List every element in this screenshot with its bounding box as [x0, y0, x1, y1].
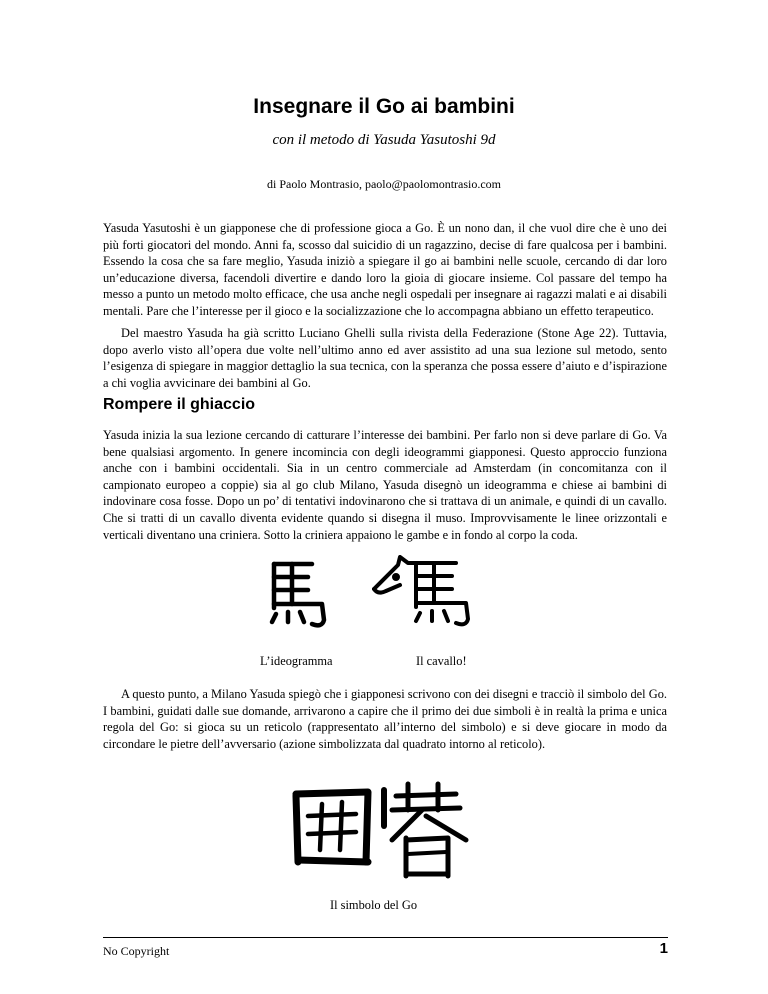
paragraph-ghelli: Del maestro Yasuda ha già scritto Luciano Ghelli sulla rivista della Federazione (Stone Age 22). Tuttavia, dopo averlo visto all’opera due volte nell’ultimo anno ed aver assistito ad una sua lezione sul metodo, sento l’esigenza di spiegare in maggior dettaglio la sua tecnica, con la speranza che possa essere d’aiuto e d’ispirazione a chi voglia avvicinare dei bambini al Go.	[103, 326, 667, 390]
section-heading: Rompere il ghiaccio	[103, 396, 256, 413]
paragraph-go-symbol: A questo punto, a Milano Yasuda spiegò che i giapponesi scrivono con dei disegni e tracciò il simbolo del Go. I bambini, guidati dalle sue domande, arrivarono a capire che il primo dei due simboli è in realtà la prima e unica regola del Go: si gioca su un reticolo (rappresentato all’interno del simbolo) e si deve giocare in modo da circondare le pietre dell’avversario (azione simbolizzata dal quadrato intorno al reticolo).	[103, 687, 667, 751]
footer-divider	[103, 937, 668, 938]
go-symbol-figure	[288, 780, 478, 880]
caption-horse: Il cavallo!	[416, 654, 467, 668]
horse-ideogram-figure	[262, 558, 332, 634]
caption-ideogram: L’ideogramma	[260, 654, 333, 668]
author-line: di Paolo Montrasio, paolo@paolomontrasio.com	[266, 177, 502, 191]
caption-go-symbol: Il simbolo del Go	[330, 898, 418, 912]
paragraph-intro: Yasuda Yasutoshi è un giapponese che di professione gioca a Go. È un nono dan, il che vuol dire che è uno dei più forti giocatori del mondo. Anni fa, scosso dal suicidio di un ragazzino, decise di fare qualcosa per i bambini. Essendo la cosa che sa fare meglio, Yasuda iniziò a spiegare il go ai bambini nelle scuole, cercando di dar loro un’educazione diversa, facendoli divertire e dando loro la gioia di giocare insieme. Col passare del tempo ha messo a punto un metodo molto efficace, che usa anche negli ospedali per insegnare ai ragazzi malati e ai disabili mentali. Pare che l’interesse per il gioco e la socializzazione che lo accompagna abbiano un effetto terapeutico.	[103, 221, 667, 318]
horse-drawing-figure	[372, 555, 482, 635]
footer-copyright: No Copyright	[103, 944, 170, 958]
page-number: 1	[659, 940, 668, 957]
paragraph-ice-breaking: Yasuda inizia la sua lezione cercando di catturare l’interesse dei bambini. Per farlo non si deve parlare di Go. Va bene qualsiasi argomento. In genere incomincia con degli ideogrammi giapponesi. Questo approccio funziona anche con i bambini occidentali. Sia in un centro commerciale ad Amsterdam (in concomitanza con il campionato europeo a coppie) sia al go club Milano, Yasuda disegnò un ideogramma e chiese ai bambini di indovinare cosa fosse. Dopo un po’ di tentativi indovinarono che si trattava di un animale, e quindi di un cavallo. Che si tratti di un cavallo diventa evidente quando si disegna il muso. Improvvisamente le linee orizzontali e verticali diventano una criniera. Sotto la criniera appaiono le gambe e in fondo al corpo la coda.	[103, 428, 667, 542]
document-subtitle: con il metodo di Yasuda Yasutoshi 9d	[272, 132, 496, 148]
document-title: Insegnare il Go ai bambini	[253, 95, 515, 118]
